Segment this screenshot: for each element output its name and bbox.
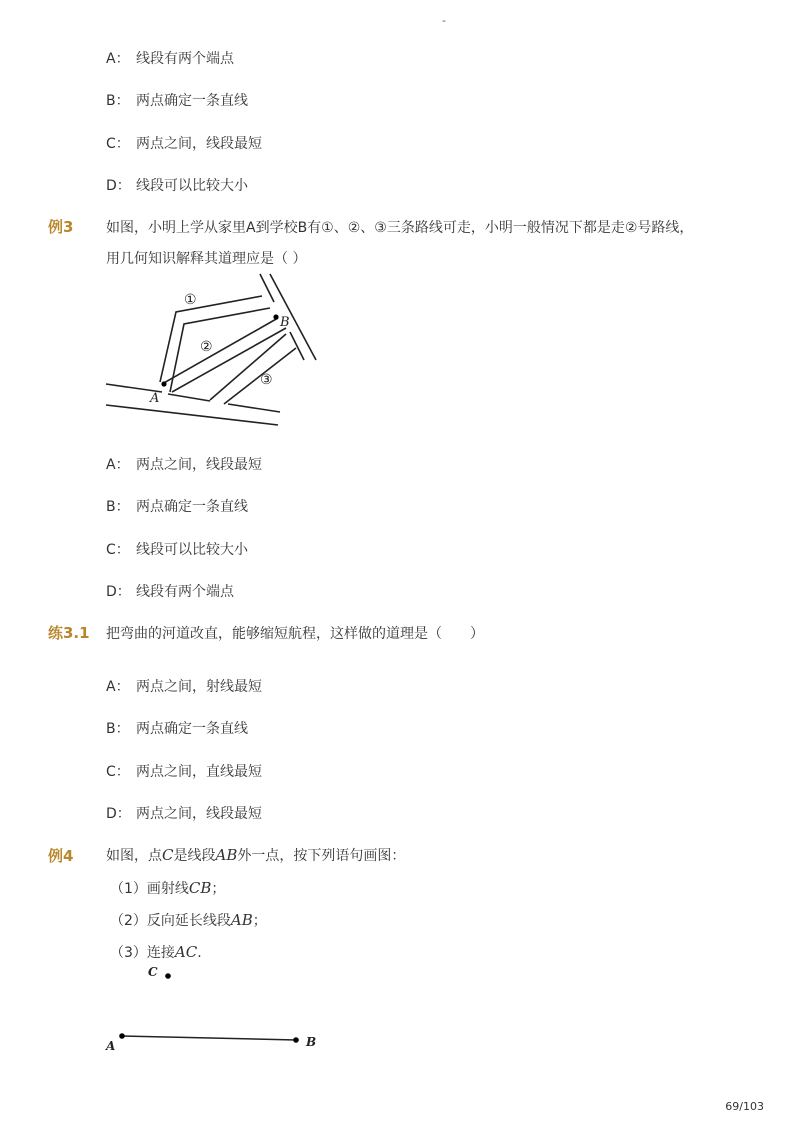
road-edge: [228, 404, 280, 412]
option-text: 线段可以比较大小: [136, 178, 248, 194]
pr31-option-a[interactable]: [106, 676, 262, 696]
option-label: B：: [106, 721, 130, 737]
option-text: 两点之间，线段最短: [136, 806, 262, 822]
step-text: （3）连接: [110, 945, 175, 961]
ex3-option-d[interactable]: [106, 581, 234, 601]
step-text: ；: [211, 881, 226, 897]
option-text: 两点确定一条直线: [136, 93, 248, 109]
point-b-dot: [273, 314, 278, 319]
example-4-step-1: [110, 878, 225, 898]
road-edge: [290, 332, 304, 360]
header-mark: -: [442, 14, 446, 27]
math-c: C: [162, 846, 174, 864]
option-label: D：: [106, 584, 131, 600]
option-text: 两点确定一条直线: [136, 499, 248, 515]
option-text: 两点之间，线段最短: [136, 136, 262, 152]
prev-option-c[interactable]: [106, 133, 262, 153]
option-text: 两点之间，射线最短: [136, 679, 262, 695]
example-3-stem-line1: 如图，小明上学从家里A到学校B有①、②、③三条路线可走，小明一般情况下都是走②号路线，: [106, 220, 694, 236]
option-label: A：: [106, 679, 130, 695]
option-text: 线段可以比较大小: [136, 542, 248, 558]
practice-3-1-stem: 把弯曲的河道改直，能够缩短航程，这样做的道理是（ ）: [106, 626, 484, 642]
ex3-option-a[interactable]: [106, 454, 262, 474]
road-edge: [168, 394, 210, 401]
math-ab: AB: [215, 846, 238, 864]
example-4-step-3: [110, 942, 202, 962]
example-4-stem: [106, 845, 405, 865]
step-text: .: [197, 945, 202, 961]
step-text: （1）画射线: [110, 881, 189, 897]
point-c-label: C: [148, 965, 158, 979]
point-a-label: A: [150, 391, 160, 406]
prev-option-d[interactable]: [106, 175, 248, 195]
page-number: 69/103: [725, 1100, 764, 1113]
option-label: C：: [106, 136, 130, 152]
stem-text: 是线段: [173, 848, 216, 864]
point-b-label: B: [306, 1035, 317, 1049]
step-text: （2）反向延长线段: [110, 913, 231, 929]
math-ac: AC: [174, 943, 198, 961]
example-4-step-2: [110, 910, 267, 930]
ex3-option-c[interactable]: [106, 539, 248, 559]
math-ab: AB: [230, 911, 253, 929]
option-text: 两点之间，线段最短: [136, 457, 262, 473]
example-3-stem-line2: 用几何知识解释其道理应是（ ）: [106, 251, 307, 267]
math-cb: CB: [188, 879, 212, 897]
example-4-tag: 例4: [48, 847, 74, 865]
route-3-label: ③: [260, 372, 273, 388]
segment-ab: [122, 1036, 296, 1040]
option-text: 线段有两个端点: [136, 51, 234, 67]
pr31-option-d[interactable]: [106, 803, 262, 823]
ex3-option-b[interactable]: [106, 496, 248, 516]
option-label: A：: [106, 51, 130, 67]
stem-text: 外一点，按下列语句画图：: [237, 848, 406, 864]
prev-option-b[interactable]: [106, 90, 248, 110]
route-1-label: ①: [184, 292, 197, 308]
point-b-label: B: [280, 315, 290, 330]
practice-3-1-tag: 练3.1: [48, 624, 90, 642]
route-2-label: ②: [200, 339, 213, 355]
option-label: B：: [106, 93, 130, 109]
stem-text: 如图，点: [106, 848, 162, 864]
option-text: 两点之间，直线最短: [136, 764, 262, 780]
point-b-dot: [293, 1037, 299, 1043]
segment-figure: [100, 960, 330, 1055]
option-text: 线段有两个端点: [136, 584, 234, 600]
example-3-tag: 例3: [48, 218, 74, 236]
option-label: D：: [106, 178, 131, 194]
point-c-dot: [165, 973, 171, 979]
point-a-dot: [119, 1033, 125, 1039]
pr31-option-b[interactable]: [106, 718, 248, 738]
option-label: A：: [106, 457, 130, 473]
option-text: 两点确定一条直线: [136, 721, 248, 737]
option-label: B：: [106, 499, 130, 515]
pr31-option-c[interactable]: [106, 761, 262, 781]
routes-figure: [100, 272, 330, 432]
option-label: C：: [106, 764, 130, 780]
option-label: C：: [106, 542, 130, 558]
step-text: ；: [252, 913, 267, 929]
option-label: D：: [106, 806, 131, 822]
point-a-dot: [161, 381, 166, 386]
route-3-line: [210, 334, 286, 400]
point-a-label: A: [106, 1039, 116, 1053]
prev-option-a[interactable]: [106, 48, 234, 68]
